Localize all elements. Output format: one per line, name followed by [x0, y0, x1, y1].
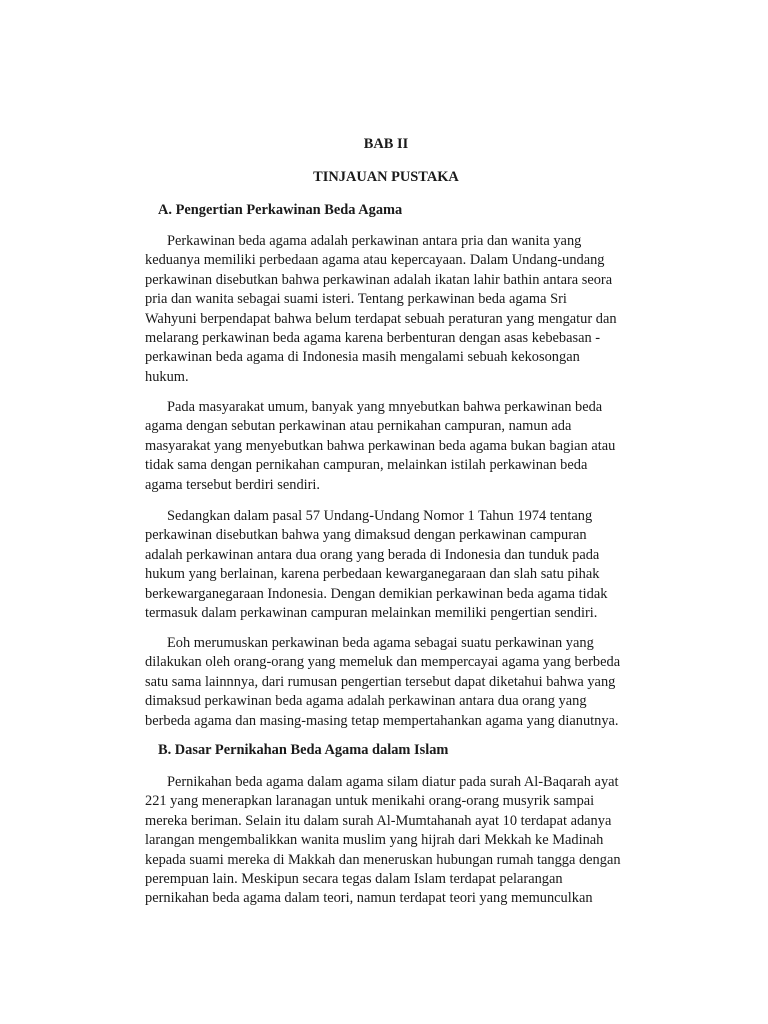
paragraph-line: berbeda agama dan masing-masing tetap mempertahankan agama yang dianutnya. [145, 712, 619, 729]
section-b-heading: B. Dasar Pernikahan Beda Agama dalam Islam [158, 742, 449, 758]
paragraph-line: dimaksud perkawinan beda agama adalah perkawinan antara dua orang yang [145, 693, 587, 710]
paragraph-line: tidak sama dengan pernikahan campuran, melainkan istilah perkawinan beda [145, 457, 588, 474]
paragraph-line: pernikahan beda agama dalam teori, namun terdapat teori yang memunculkan [145, 890, 593, 907]
paragraph-line: kepada suami mereka di Makkah dan meneruskan hubungan rumah tangga dengan [145, 851, 621, 868]
paragraph [145, 398, 615, 495]
paragraph-line: keduanya memiliki perbedaan agama atau kepercayaan. Dalam Undang-undang [145, 252, 605, 269]
paragraph-line: pria dan wanita sebagai suami isteri. Tentang perkawinan beda agama Sri [145, 291, 567, 308]
paragraph-line: masyarakat yang menyebutkan bahwa perkawinan beda agama bukan bagian atau [145, 437, 616, 454]
paragraph-line: perkawinan disebutkan bahwa yang dimaksud dengan perkawinan campuran [145, 527, 587, 544]
paragraph-line: Eoh merumuskan perkawinan beda agama sebagai suatu perkawinan yang [167, 635, 594, 651]
paragraph-line: Perkawinan beda agama adalah perkawinan antara pria dan wanita yang [167, 233, 582, 249]
paragraph-line: hukum. [145, 368, 189, 385]
paragraph-line: 221 yang menerapkan laranagan untuk menikahi orang-orang musyrik sampai [145, 793, 595, 810]
paragraph-line: hukum yang berlainan, karena perbedaan kewarganegaraan dan slah satu pihak [145, 566, 600, 583]
paragraph-line: melarang perkawinan beda agama karena berbenturan dengan asas kebebasan - [145, 330, 601, 347]
paragraph-line: agama dengan sebutan perkawinan atau pernikahan campuran, namun ada [145, 418, 572, 435]
section-a-heading: A. Pengertian Perkawinan Beda Agama [158, 202, 403, 218]
paragraph-line: agama tersebut berdiri sendiri. [145, 476, 321, 493]
paragraph [145, 634, 620, 731]
paragraph-line: berkewarganegaraan Indonesia. Dengan demikian perkawinan beda agama tidak [145, 585, 608, 602]
chapter-number: BAB II [363, 136, 409, 152]
paragraph-line: perkawinan disebutkan bahwa perkawinan adalah ikatan lahir bathin antara seora [145, 271, 613, 288]
paragraph-line: larangan mengembalikkan wanita muslim yang hijrah dari Mekkah ke Madinah [145, 832, 604, 849]
paragraph-line: dilakukan oleh orang-orang yang memeluk dan mempercayai agama yang berbeda [145, 654, 621, 671]
paragraph-line: Pernikahan beda agama dalam agama silam diatur pada surah Al-Baqarah ayat [167, 774, 619, 790]
paragraph-line: Pada masyarakat umum, banyak yang mnyebutkan bahwa perkawinan beda [167, 399, 603, 415]
paragraph-line: satu sama lainnnya, dari rumusan pengertian tersebut dapat diketahui bahwa yang [145, 673, 616, 690]
paragraph [145, 232, 617, 387]
paragraph [145, 773, 621, 909]
paragraph-line: perempuan lain. Meskipun secara tegas dalam Islam terdapat pelarangan [145, 871, 563, 888]
chapter-title: TINJAUAN PUSTAKA [313, 169, 459, 185]
paragraph-line: perkawinan beda agama di Indonesia masih mengalami sebuah kekosongan [145, 349, 580, 366]
paragraph [145, 507, 607, 623]
paragraph-line: mereka beriman. Selain itu dalam surah Al-Mumtahanah ayat 10 terdapat adanya [145, 812, 612, 829]
paragraph-line: Sedangkan dalam pasal 57 Undang-Undang Nomor 1 Tahun 1974 tentang [167, 508, 593, 524]
paragraph-line: Wahyuni berpendapat bahwa belum terdapat sebuah peraturan yang mengatur dan [145, 310, 617, 327]
paragraph-line: adalah perkawinan antara dua orang yang berada di Indonesia dan tunduk pada [145, 546, 600, 563]
paragraph-line: termasuk dalam perkawinan campuran melainkan memiliki pengertian sendiri. [145, 605, 598, 622]
